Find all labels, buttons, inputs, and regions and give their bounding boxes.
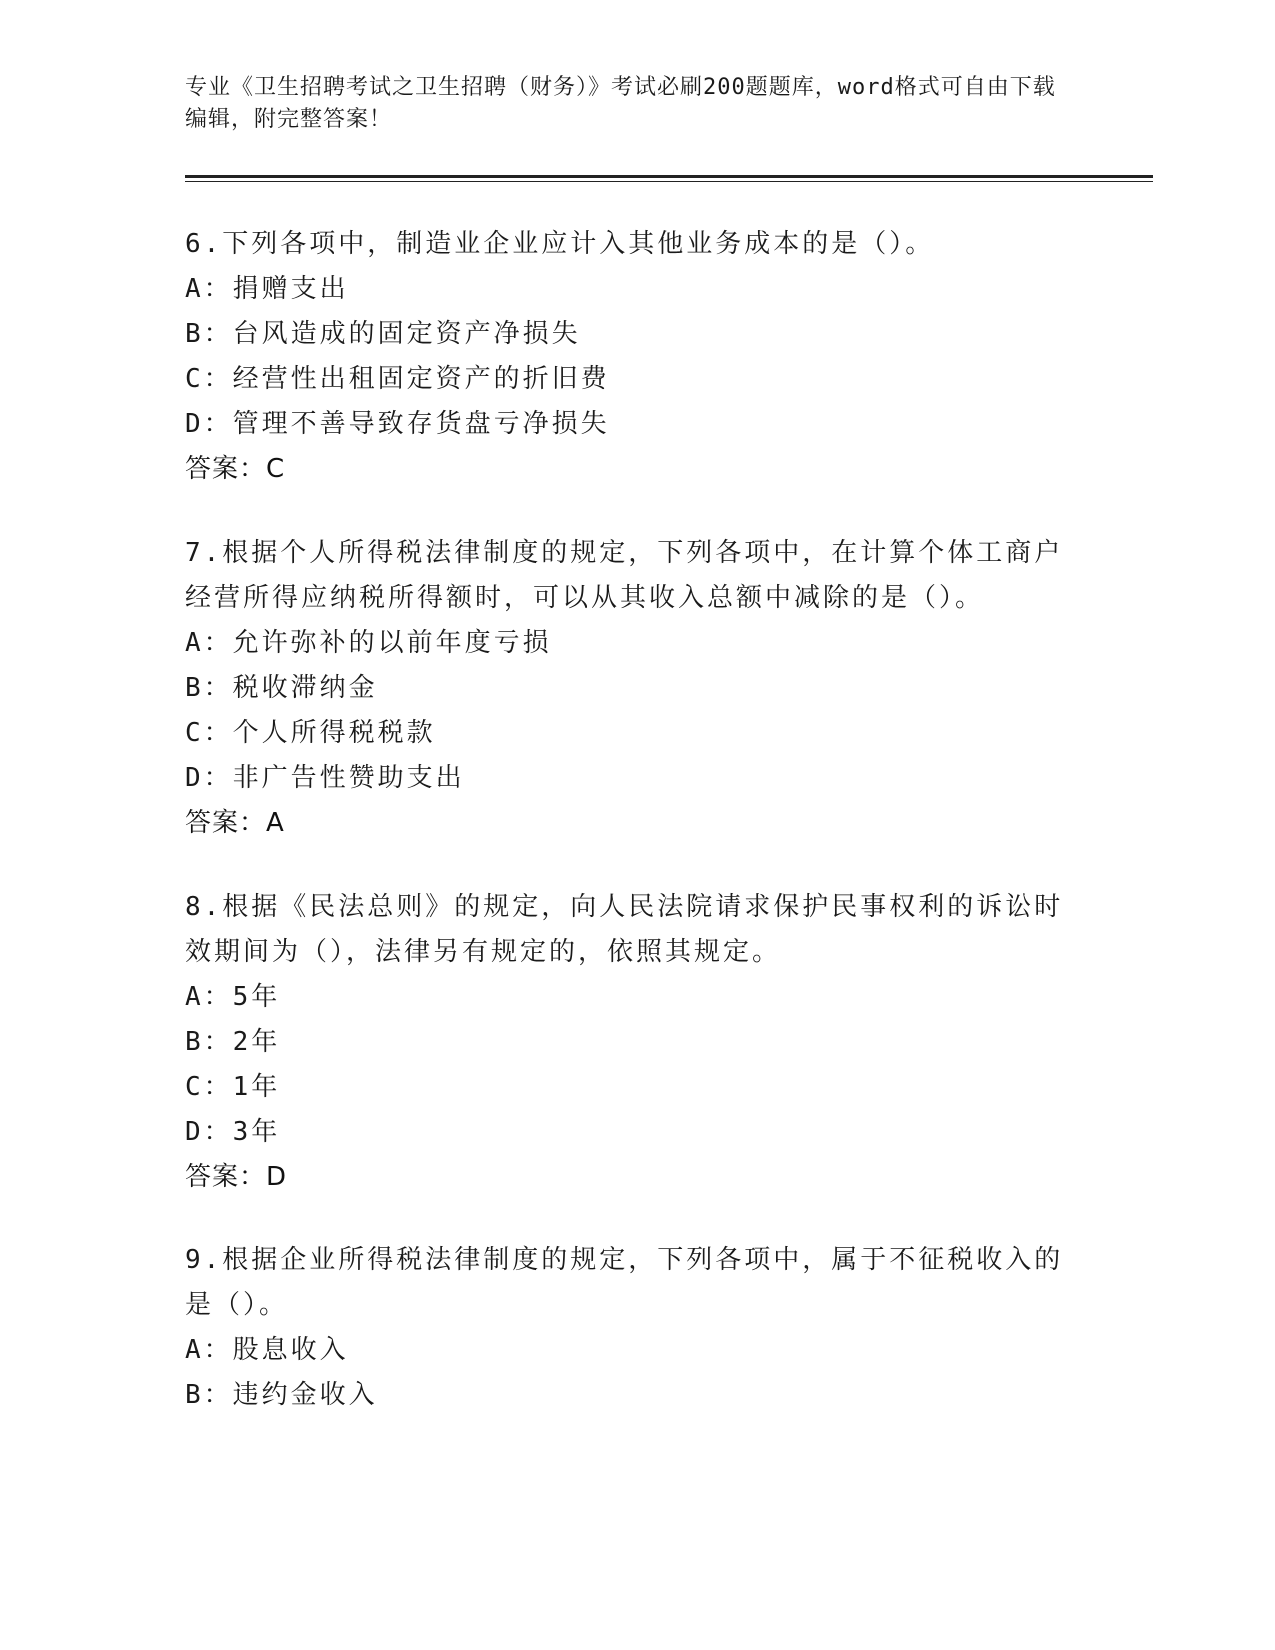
option-c: C：个人所得税税款 [185,718,436,748]
option-d: D：3年 [185,1117,281,1147]
option-c: C：经营性出租固定资产的折旧费 [185,364,610,394]
question-6 [185,222,1065,492]
question-stem: 9.根据企业所得税法律制度的规定，下列各项中，属于不征税收入的是（）。 [185,1245,1064,1320]
question-stem: 6.下列各项中，制造业企业应计入其他业务成本的是（）。 [185,229,935,259]
option-b: B：台风造成的固定资产净损失 [185,319,581,349]
option-a: A：5年 [185,982,281,1012]
option-a: A：允许弥补的以前年度亏损 [185,628,552,658]
answer-line: 答案：D [185,1162,288,1192]
option-a: A：捐赠支出 [185,274,349,304]
option-d: D：管理不善导致存货盘亏净损失 [185,409,610,439]
answer-line: 答案：A [185,808,285,838]
header-divider-thick [185,175,1153,178]
question-stem: 8.根据《民法总则》的规定，向人民法院请求保护民事权利的诉讼时效期间为（），法律另有规定的，依照其规定。 [185,892,1064,967]
question-9 [185,1238,1065,1418]
answer-line: 答案：C [185,454,286,484]
option-b: B：2年 [185,1027,281,1057]
option-b: B：税收滞纳金 [185,673,378,703]
option-a: A：股息收入 [185,1335,349,1365]
option-b: B：违约金收入 [185,1380,378,1410]
question-8 [185,885,1065,1200]
header-divider-thin [185,181,1153,182]
question-stem: 7.根据个人所得税法律制度的规定，下列各项中，在计算个体工商户经营所得应纳税所得额时，可以从其收入总额中减除的是（）。 [185,538,1064,613]
document-header: 专业《卫生招聘考试之卫生招聘（财务）》考试必刷200题题库，word格式可自由下载编辑，附完整答案！ [185,75,1056,132]
question-7 [185,531,1065,846]
option-d: D：非广告性赞助支出 [185,763,465,793]
option-c: C：1年 [185,1072,281,1102]
